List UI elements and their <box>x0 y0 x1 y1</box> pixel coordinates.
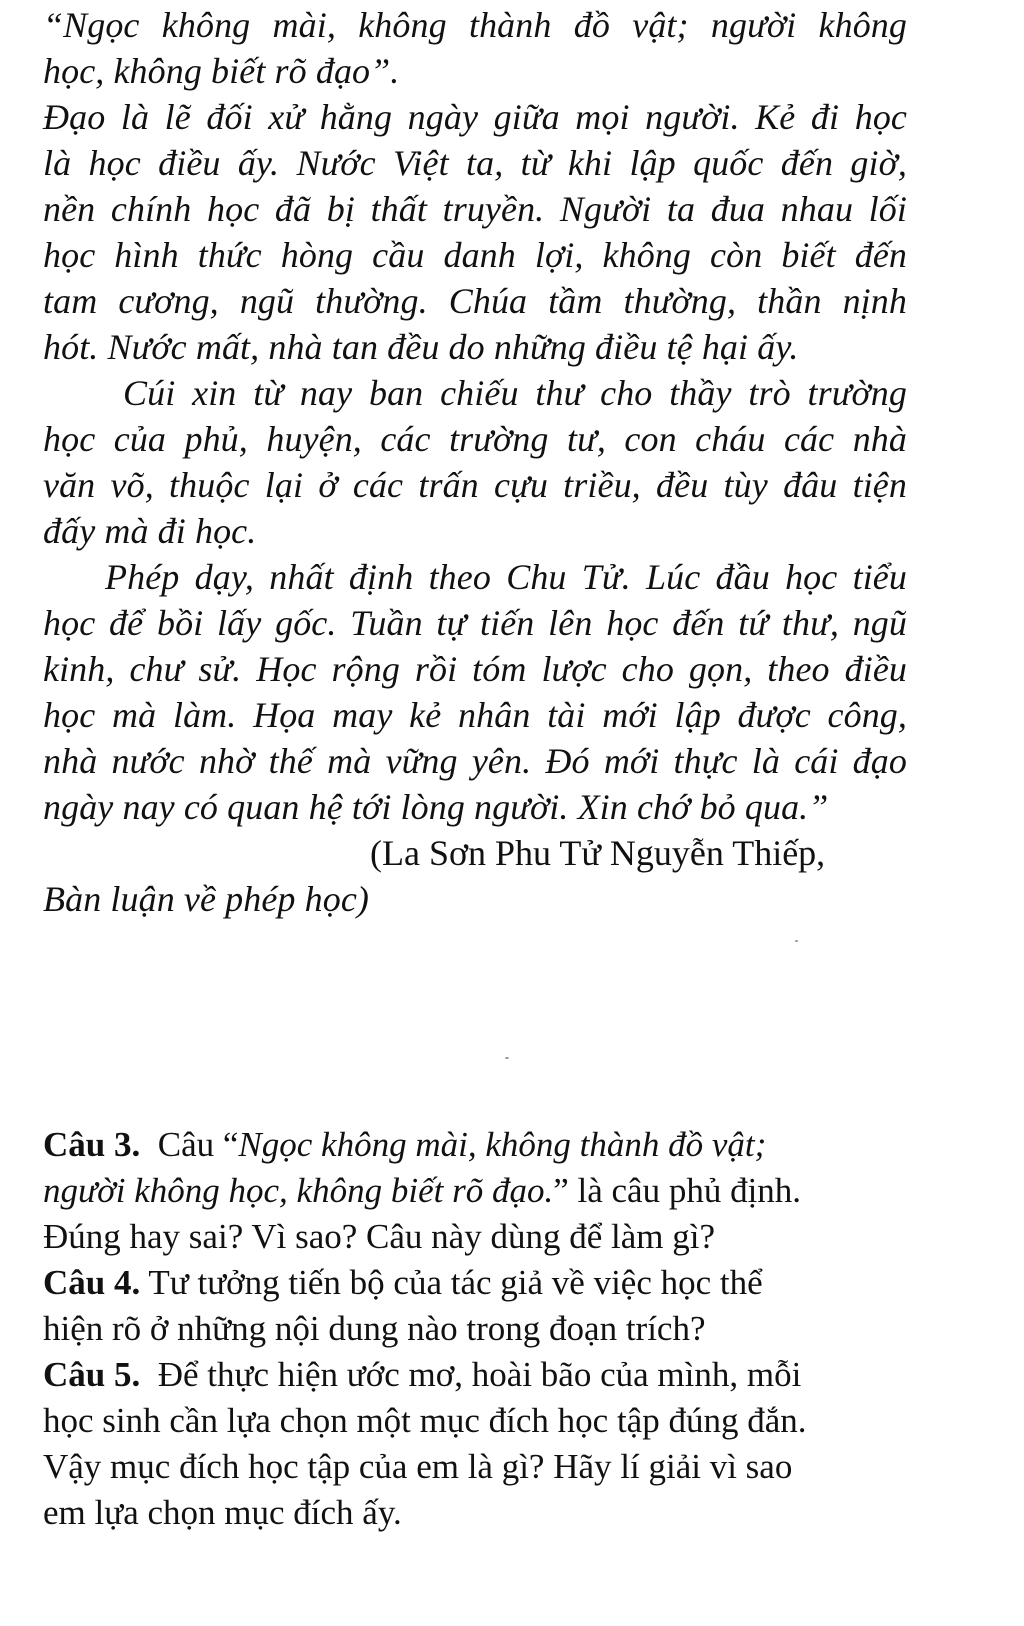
passage-line: nhà nước nhờ thế mà vững yên. Đó mới thực là cái đạo <box>43 741 907 781</box>
question-5-line3: Vậy mục đích học tập của em là gì? Hãy lí giải vì sao <box>43 1447 793 1486</box>
question-3-line3: Đúng hay sai? Vì sao? Câu này dùng để làm gì? <box>43 1217 715 1256</box>
passage-line: học để bồi lấy gốc. Tuần tự tiến lên học đến tứ thư, ngũ <box>43 603 907 643</box>
question-4-line2: hiện rõ ở những nội dung nào trong đoạn trích? <box>43 1309 706 1348</box>
passage-line: Phép dạy, nhất định theo Chu Tử. Lúc đầu học tiểu <box>105 557 907 597</box>
question-3-lead: Câu “ <box>157 1125 239 1164</box>
question-3 <box>43 1122 766 1168</box>
passage-line: tam cương, ngũ thường. Chúa tầm thường, thần nịnh <box>43 281 907 321</box>
question-3-quote-part1: Ngọc không mài, không thành đồ vật; <box>238 1125 767 1164</box>
question-5-number: Câu 5. <box>43 1355 141 1394</box>
passage-line: học của phủ, huyện, các trường tư, con cháu các nhà <box>43 419 907 459</box>
passage-line: ngày nay có quan hệ tới lòng người. Xin chớ bỏ qua.” <box>43 787 829 827</box>
passage-line: học, không biết rõ đạo”. <box>43 51 400 91</box>
passage-line: nền chính học đã bị thất truyền. Người ta đua nhau lối <box>43 189 907 229</box>
question-3-number: Câu 3. <box>43 1125 141 1164</box>
passage-line: đấy mà đi học. <box>43 511 257 551</box>
question-5 <box>43 1352 801 1398</box>
passage-line: học hình thức hòng cầu danh lợi, không còn biết đến <box>43 235 907 275</box>
passage-line: văn võ, thuộc lại ở các trấn cựu triều, đều tùy đâu tiện <box>43 465 907 505</box>
scan-speck <box>505 1057 509 1059</box>
passage-line: học mà làm. Họa may kẻ nhân tài mới lập được công, <box>43 695 907 735</box>
passage-line: Cúi xin từ nay ban chiếu thư cho thầy trò trường <box>123 373 907 413</box>
question-5-line1: Để thực hiện ước mơ, hoài bão của mình, mỗi <box>157 1355 802 1394</box>
scan-speck <box>795 940 798 942</box>
citation-author: (La Sơn Phu Tử Nguyễn Thiếp, <box>370 833 826 873</box>
question-4 <box>43 1260 763 1306</box>
passage-line: “Ngọc không mài, không thành đồ vật; người không <box>43 5 907 45</box>
question-3-line2 <box>43 1168 801 1214</box>
question-5-line4: em lựa chọn mục đích ấy. <box>43 1493 402 1532</box>
passage-line: là học điều ấy. Nước Việt ta, từ khi lập quốc đến giờ, <box>43 143 907 183</box>
question-3-tail: ” là câu phủ định. <box>553 1171 802 1210</box>
passage-line: kinh, chư sử. Học rộng rồi tóm lược cho gọn, theo điều <box>43 649 907 689</box>
passage-line: hót. Nước mất, nhà tan đều do những điều tệ hại ấy. <box>43 327 799 367</box>
question-5-line2: học sinh cần lựa chọn một mục đích học tập đúng đắn. <box>43 1401 807 1440</box>
citation-work: Bàn luận về phép học) <box>43 879 369 919</box>
question-3-quote-part2: người không học, không biết rõ đạo. <box>43 1171 554 1210</box>
question-4-number: Câu 4. <box>43 1263 141 1302</box>
question-4-line1: Tư tưởng tiến bộ của tác giả về việc học thể <box>148 1263 763 1302</box>
passage-line: Đạo là lẽ đối xử hằng ngày giữa mọi người. Kẻ đi học <box>43 97 907 137</box>
